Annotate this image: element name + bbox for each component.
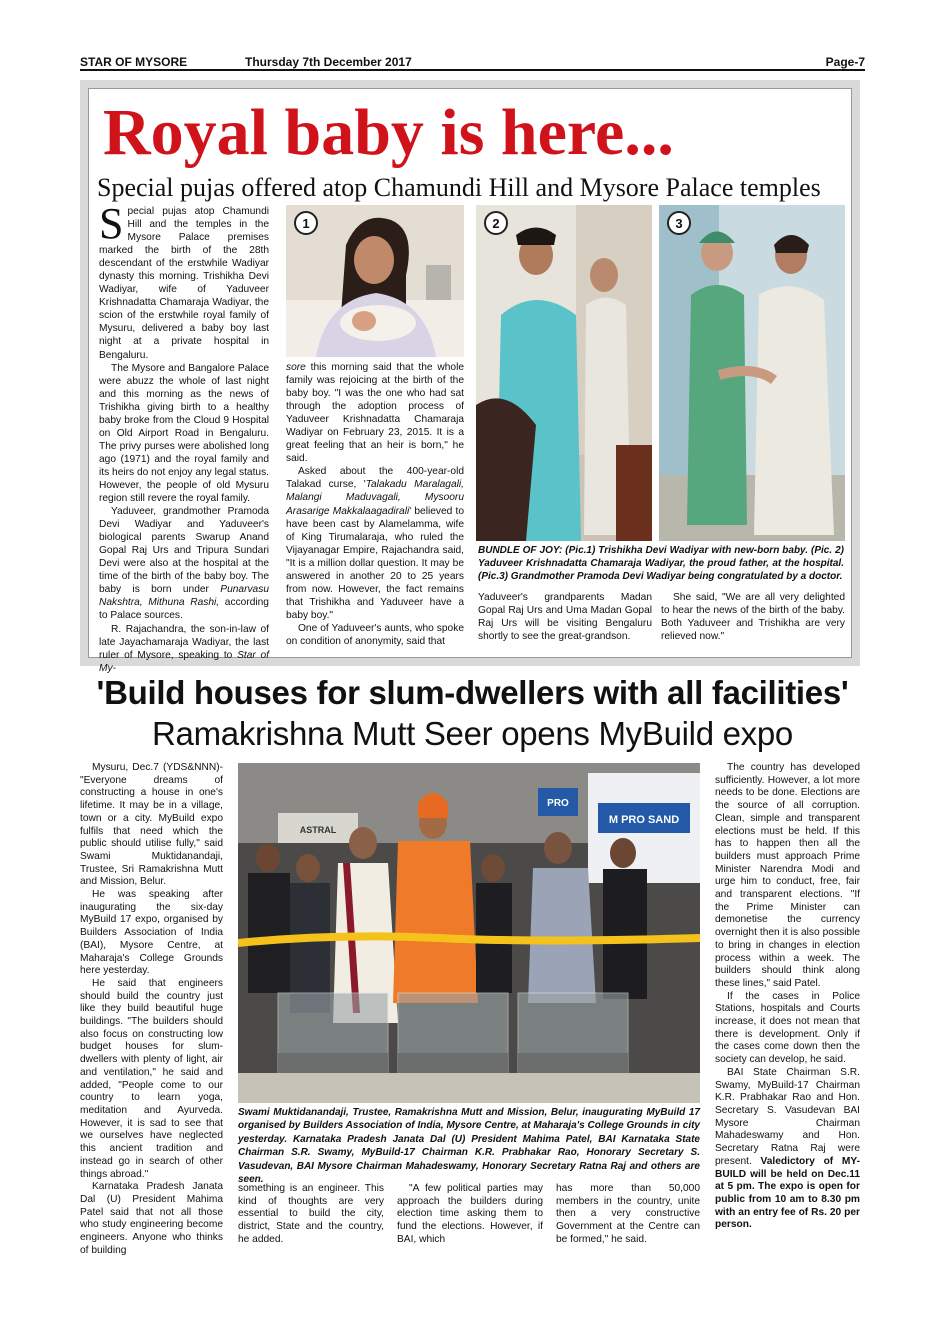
caption-text: (Pic.1) Trishikha Devi Wadiyar with new-born baby. (Pic. 2) Yaduveer Krishnadatta Chamaraja Wadiyar, the proud father, at the hospital. (Pic.3) Grandmother Pramoda Devi Wadiyar being congratulated by a doctor. (478, 545, 844, 583)
build-column-5 (715, 762, 860, 1242)
italic-text: Punarvasu Nakshtra, Mithuna Rashi, (99, 584, 269, 609)
photo-illustration (238, 763, 700, 1103)
italic-text: Talakadu Maralagali, Malangi Maduvagali, Mysooru Arasarige Makkalaagadirali (286, 479, 464, 517)
photo-number-badge: 1 (294, 211, 318, 235)
royal-column-4 (661, 591, 845, 657)
paragraph: The Mysore and Bangalore Palace were abuzz the whole of last night and this morning as the news of Trishikha giving birth to a healthy baby broke from the Cloud 9 Hospital on Old Airport Road in Bengaluru. The privy purses were abolished long ago (1971) and the royal family and its heirs do not enjoy any legal status. However, the people of old Mysuru region still revere the royal family. (99, 362, 269, 505)
photo-illustration (476, 205, 652, 541)
royal-photo-caption (478, 544, 844, 584)
royal-headline: Royal baby is here... (103, 96, 674, 169)
caption-lead: BUNDLE OF JOY: (478, 545, 563, 556)
royal-baby-story-box (80, 80, 860, 674)
paragraph: The country has developed sufficiently. However, a lot more needs to be done. Elections are the source of all corruption. Clean, simple and transparent elections must be held. If this has to happen then all the builders must approach Prime Minister Narendra Modi and urge him to conduct, free, fair and transparent elections. "If the Prime Minister can demonetise the currency overnight then it is also possible to bring in changes in election process within a week. The builders should think along these lines," said Patel. (715, 762, 860, 989)
paragraph: One of Yaduveer's aunts, who spoke on condition of anonymity, said that (286, 622, 464, 647)
paragraph: Yaduveer, grandmother Pramoda Devi Wadiyar and Yaduveer's biological parents Swarup Anand Gopal Raj Urs and Tripura Sundari Devi were also at the hospital at the time of the birth of the baby boy. The baby is born under (99, 506, 269, 596)
paragraph: Karnataka Pradesh Janata Dal (U) President Mahima Patel said that not all those who study engineering become engineers. Anyone who thinks of building (80, 1181, 223, 1256)
sign-pro: PRO (547, 798, 569, 809)
royal-column-3 (478, 591, 652, 657)
sign-astral: ASTRAL (299, 825, 337, 835)
paragraph: something is an engineer. This kind of thoughts are very essential to build the city, district, State and the country, he added. (238, 1183, 384, 1245)
sign-mpro-sand: M PRO SAND (608, 814, 680, 826)
page-number: Page-7 (825, 55, 865, 69)
photo-expo-inauguration (238, 763, 700, 1103)
drop-cap: S (99, 199, 124, 248)
photo-illustration (659, 205, 845, 541)
build-photo-caption: Swami Muktidanandaji, Trustee, Ramakrishna Mutt and Mission, Belur, inaugurating MyBuild 17 organised by Builders Association of India, Mysore Centre, at Maharaja's College Grounds in city yesterday. Karnataka Pradesh Janata Dal (U) President Mahima Patel, BAI Karnataka State Chairman S.R. Swamy, MyBuild-17 Chairman K.R. Prabhakar Rao, Honorary Secretary S. Vasudevan, BAI Mysore Chairman Mahadeswamy, Honorary Secretary Ratna Raj and others are seen. (238, 1107, 700, 1186)
paragraph: ' believed to have been cast by Alamelamma, wife of King Tirumalaraja, who ruled the Vijayanagar Empire, Rajachandra said, "It is a million dollar question. It may be answered in another 20 to 25 years from now. However, the fact remains that Trishikha and Yaduveer have a baby boy." (286, 505, 464, 621)
build-column-3 (397, 1183, 543, 1243)
paragraph: He said that engineers should build the country just like they build beautiful huge buildings. "The builders should also focus on constructing low budget houses for slum-dwellers with plenty of light, air and ventilation," he said and added, "People come to our country to learn yoga, meditation and Ayurveda. However, it is sad to see that we ourselves have neglected this ancient tradition and instead go in search of other things abroad." (80, 977, 223, 1180)
paragraph: R. Rajachandra, the son-in-law of late Jayachamaraja Wadiyar, the last ruler of Mysore, speaking to (99, 623, 269, 661)
paragraph: BAI State Chairman S.R. Swamy, MyBuild-17 Chairman K.R. Prabhakar Rao and Hon. Secretary S. Vasudevan BAI Mysore Chairman Mahadeswamy and Hon. Secretary Ratna Raj were present. (715, 1066, 860, 1167)
paragraph: Asked about the 400-year-old Talakad curse, ' (286, 466, 464, 491)
page-header (80, 55, 865, 71)
royal-column-2 (286, 361, 464, 657)
photo-grandmother-congratulated (659, 205, 845, 541)
paragraph: Mysuru, Dec.7 (YDS&NNN)- "Everyone dreams of constructing a house in one's lifetime. It may be in a village, town or a city. MyBuild expo fulfils that need which the public should utilise fully," said Swami Muktidanandaji, Trustee, Sri Ramakrishna Mutt and Mission, Belur. (80, 762, 223, 888)
photo-number-badge: 2 (484, 211, 508, 235)
issue-date: Thursday 7th December 2017 (245, 55, 412, 69)
paragraph: Yaduveer's grandparents Madan Gopal Raj Urs and Uma Madan Gopal Raj Urs will be visiting Bengaluru shortly to see the great-grandson. (478, 592, 652, 643)
royal-baby-story-panel (88, 88, 852, 674)
paragraph: according to Palace sources. (99, 597, 269, 622)
photo-father-at-hospital (476, 205, 652, 541)
italic-text: sore (286, 362, 306, 373)
paragraph: pecial pujas atop Chamundi Hill and the temples in the Mysore Palace premises marked the birth of the 28th descendant of the erstwhile Wadiyar dynasty this morning. Trishikha Devi Wadiyar, wife of Yaduveer Krishnadatta Chamaraja Wadiyar, the scion of the erstwhile royal family of Mysuru, delivered a baby boy last night at a private hospital in Bengaluru. (99, 206, 269, 361)
build-column-2 (238, 1183, 384, 1243)
photo-mother-with-baby (286, 205, 464, 357)
newspaper-name: STAR OF MYSORE (80, 55, 188, 69)
build-subheadline: Ramakrishna Mutt Seer opens MyBuild expo (152, 715, 793, 752)
photo-number-badge: 3 (667, 211, 691, 235)
paragraph: has more than 50,000 members in the country, unite then a very constructive Government at the Centre can be formed," he said. (556, 1183, 700, 1245)
italic-text: Star of My- (99, 649, 269, 674)
build-column-4 (556, 1183, 700, 1243)
royal-column-1 (99, 199, 269, 674)
paragraph: She said, "We are all very delighted to hear the news of the birth of the baby. Both Yaduveer and Trishikha are very relieved now." (661, 592, 845, 643)
build-column-1 (80, 762, 223, 1256)
royal-subheadline: Special pujas offered atop Chamundi Hill and Mysore Palace temples (97, 173, 821, 202)
paragraph: "A few political parties may approach the builders during election time asking them to fund the elections. However, if BAI, which (397, 1183, 543, 1245)
paragraph: He was speaking after inaugurating the six-day MyBuild 17 expo, organised by Builders Association of India (BAI), Mysore Centre, at Maharaja's College Grounds here yesterday. (80, 889, 223, 977)
build-headline: 'Build houses for slum-dwellers with all facilities' (96, 674, 849, 711)
paragraph: this morning said that the whole family was rejoicing at the birth of the baby boy. "I was the one who had sat through the adoption process of Yaduveer Krishnadatta Chamaraja Wadiyar on February 23, 2015. It is a great feeling that an heir is born," he said. (286, 362, 464, 465)
paragraph: If the cases in Police Stations, hospitals and Courts increase, it does not mean that there is development. Only if the cases come down then the society can develop, he said. (715, 990, 860, 1066)
bold-notice: Valedictory of MY-BUILD will be held on Dec.11 at 5 pm. The expo is open for public from 10 am to 8.30 pm with an entry fee of Rs. 20 per person. (715, 1155, 860, 1231)
